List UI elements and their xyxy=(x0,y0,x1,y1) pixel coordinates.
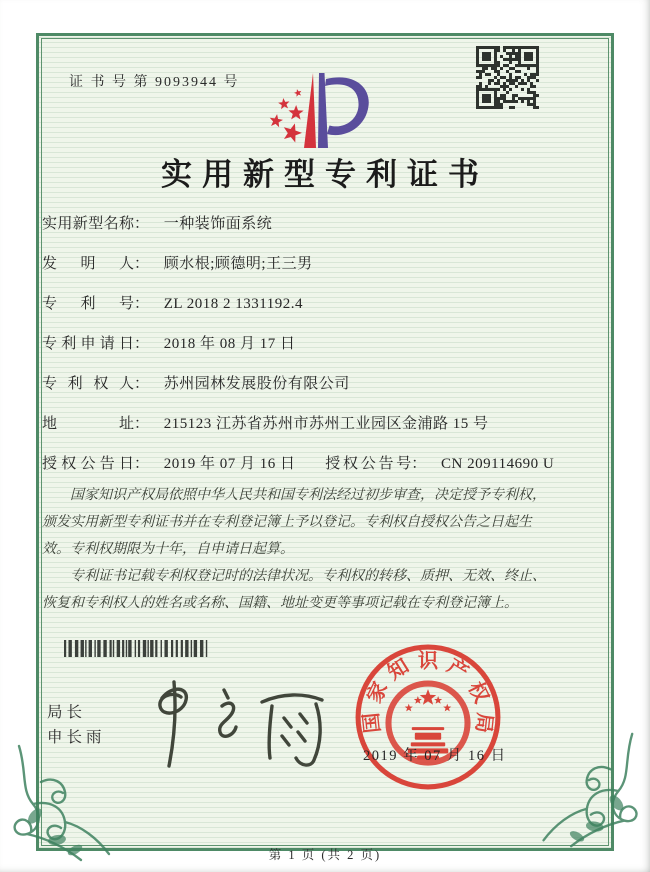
field-value: ZL 2018 2 1331192.4 xyxy=(163,296,303,312)
field-value: 一种装饰面系统 xyxy=(163,216,273,232)
field-colon: ： xyxy=(134,376,150,392)
svg-text:产: 产 xyxy=(443,655,472,685)
field-value: 顾水根;顾德明;王三男 xyxy=(163,256,313,272)
field-value: CN 209114690 U xyxy=(441,456,555,472)
field-value: 2018 年 08 月 17 日 xyxy=(163,336,296,352)
page-number-footer: 第 1 页 (共 2 页) xyxy=(268,848,382,862)
field-row-filing-date xyxy=(42,332,562,372)
certificate-number: 证 书 号 第 9093944 号 xyxy=(69,75,240,90)
field-value: 215123 江苏省苏州市苏州工业园区金浦路 15 号 xyxy=(163,416,489,432)
field-colon: ： xyxy=(134,296,150,312)
field-value: 苏州园林发展股份有限公司 xyxy=(163,376,350,392)
director-block xyxy=(47,700,106,750)
svg-text:知: 知 xyxy=(384,655,413,685)
seal-date: 2019 年 07 月 16 日 xyxy=(363,748,507,764)
fields-block xyxy=(42,212,562,492)
field-label: 实用新型名称 xyxy=(42,216,134,232)
logo-red-spike xyxy=(304,73,316,148)
svg-text:局: 局 xyxy=(471,711,496,735)
field-label: 专利号 xyxy=(42,296,134,312)
official-seal xyxy=(352,641,504,793)
certificate-title: 实用新型专利证书 xyxy=(161,157,489,192)
field-row-patentee xyxy=(42,372,562,412)
director-title: 局长 xyxy=(47,704,87,721)
field-colon: ： xyxy=(134,416,150,432)
field-row-inventors xyxy=(42,252,562,292)
legal-text-block xyxy=(42,482,558,617)
barcode xyxy=(64,640,210,657)
qr-code xyxy=(476,46,539,109)
field-label: 地址 xyxy=(42,416,134,432)
director-signature xyxy=(136,676,336,776)
director-name: 申长雨 xyxy=(47,729,106,746)
svg-text:识: 识 xyxy=(417,650,439,673)
grant-number-pair xyxy=(325,452,554,473)
legal-paragraph-1: 国家知识产权局依照中华人民共和国专利法经过初步审查，决定授予专利权，颁发实用新型专利证书并在专利登记簿上予以登记。专利权自授权公告之日起生效。专利权期限为十年，自申请日起算。 xyxy=(42,488,546,557)
field-value: 2019 年 07 月 16 日 xyxy=(163,456,296,472)
field-colon: ： xyxy=(134,336,150,352)
field-label: 授权公告号 xyxy=(325,456,412,472)
field-label: 授权公告日 xyxy=(42,456,134,472)
svg-text:家: 家 xyxy=(363,678,393,707)
field-colon: ： xyxy=(411,456,427,472)
field-row-address xyxy=(42,412,562,452)
logo-stars xyxy=(268,88,304,143)
svg-text:国: 国 xyxy=(360,711,385,735)
field-row-patent-number xyxy=(42,292,562,332)
field-colon: ： xyxy=(134,216,150,232)
field-label: 发明人 xyxy=(42,256,134,272)
field-label: 专利申请日 xyxy=(42,336,134,352)
field-row-name xyxy=(42,212,562,252)
logo-p-bowl xyxy=(325,77,369,135)
field-label: 专利权人 xyxy=(42,376,134,392)
legal-paragraph-2: 专利证书记载专利权登记时的法律状况。专利权的转移、质押、无效、终止、恢复和专利权人的姓名或名称、国籍、地址变更等事项记载在专利登记簿上。 xyxy=(42,569,546,611)
svg-text:权: 权 xyxy=(463,678,493,707)
field-colon: ： xyxy=(134,456,150,472)
field-colon: ： xyxy=(134,256,150,272)
